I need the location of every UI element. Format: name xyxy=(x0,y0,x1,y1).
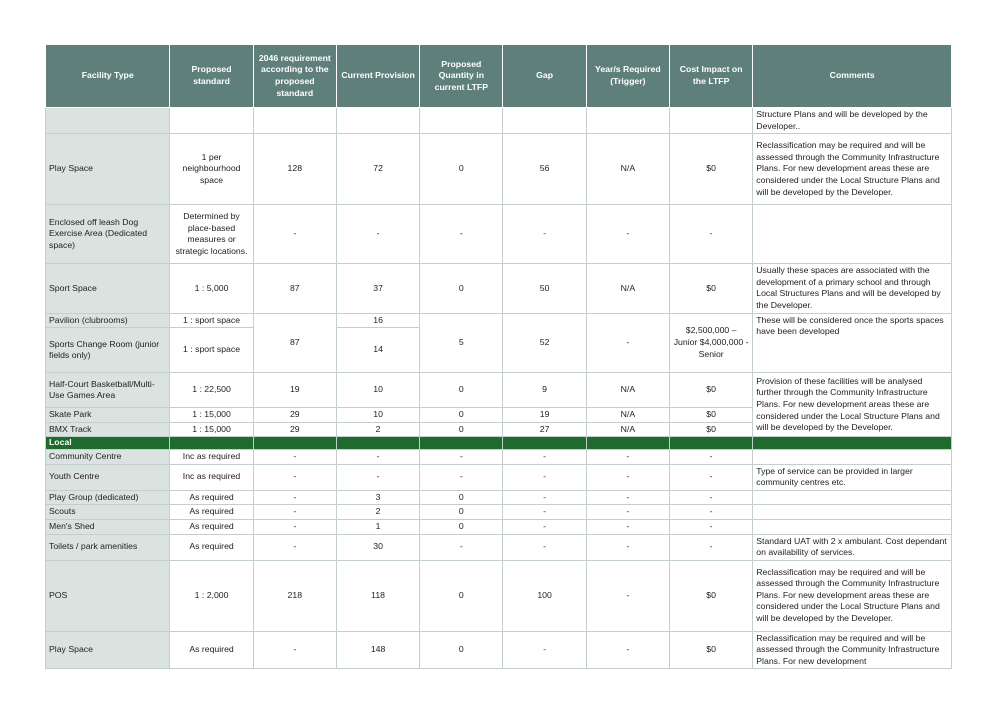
comment-cell: Reclassification may be required and will be assessed through the Community Infrastructure Plans. For new development areas these are considered under the Local Structure Plans and will be developed by the Developer. xyxy=(753,134,952,205)
table-row xyxy=(46,490,952,505)
years-cell: - xyxy=(586,505,669,520)
table-row xyxy=(46,519,952,534)
requirement-cell: 29 xyxy=(253,408,336,423)
current-cell: 3 xyxy=(336,490,419,505)
requirement-cell: - xyxy=(253,449,336,464)
gap-cell: - xyxy=(503,519,586,534)
requirement-cell: 87 xyxy=(253,264,336,313)
cost-cell: - xyxy=(670,505,753,520)
current-cell: - xyxy=(336,449,419,464)
cost-cell: $0 xyxy=(670,560,753,631)
gap-cell: - xyxy=(503,534,586,560)
comment-cell: These will be considered once the sports spaces have been developed xyxy=(753,313,952,373)
table-row xyxy=(46,108,952,134)
facility-cell: Enclosed off leash Dog Exercise Area (Dedicated space) xyxy=(46,205,170,264)
standard-cell: As required xyxy=(170,505,253,520)
proposed-cell: 0 xyxy=(420,264,503,313)
current-cell: - xyxy=(336,205,419,264)
table-row xyxy=(46,534,952,560)
facility-cell: Play Space xyxy=(46,134,170,205)
proposed-cell: 0 xyxy=(420,505,503,520)
cost-cell: - xyxy=(670,534,753,560)
standard-cell: 1 : 15,000 xyxy=(170,408,253,423)
table-row xyxy=(46,449,952,464)
proposed-cell: 0 xyxy=(420,373,503,408)
header-comments: Comments xyxy=(753,45,952,108)
current-cell: 37 xyxy=(336,264,419,313)
standard-cell: 1 : 5,000 xyxy=(170,264,253,313)
table-row xyxy=(46,134,952,205)
table-row xyxy=(46,505,952,520)
cost-cell: - xyxy=(670,519,753,534)
years-cell: - xyxy=(586,631,669,669)
gap-cell: - xyxy=(503,631,586,669)
facility-table xyxy=(45,44,952,669)
proposed-cell: 0 xyxy=(420,134,503,205)
requirement-cell: - xyxy=(253,464,336,490)
years-cell: N/A xyxy=(586,408,669,423)
gap-cell: 100 xyxy=(503,560,586,631)
cost-cell: - xyxy=(670,490,753,505)
proposed-cell: 0 xyxy=(420,519,503,534)
current-cell: 2 xyxy=(336,422,419,437)
standard-cell: 1 : 22,500 xyxy=(170,373,253,408)
standard-cell: As required xyxy=(170,519,253,534)
cost-cell: - xyxy=(670,464,753,490)
section-label: Local xyxy=(46,437,170,450)
table-row xyxy=(46,631,952,669)
years-cell: - xyxy=(586,560,669,631)
header-current-provision: Current Provision xyxy=(336,45,419,108)
years-cell: - xyxy=(586,205,669,264)
standard-cell: Inc as required xyxy=(170,464,253,490)
table-row xyxy=(46,464,952,490)
gap-cell: 52 xyxy=(503,313,586,373)
requirement-cell: - xyxy=(253,205,336,264)
facility-cell: Play Space xyxy=(46,631,170,669)
cost-cell: $0 xyxy=(670,631,753,669)
standard-cell: 1 : 2,000 xyxy=(170,560,253,631)
standard-cell: As required xyxy=(170,631,253,669)
header-years-required: Year/s Required (Trigger) xyxy=(586,45,669,108)
requirement-cell: 128 xyxy=(253,134,336,205)
facility-cell: Community Centre xyxy=(46,449,170,464)
years-cell: - xyxy=(586,464,669,490)
header-facility-type: Facility Type xyxy=(46,45,170,108)
facility-cell: POS xyxy=(46,560,170,631)
years-cell: N/A xyxy=(586,264,669,313)
facility-cell: Toilets / park amenities xyxy=(46,534,170,560)
current-cell: 1 xyxy=(336,519,419,534)
comment-cell: Type of service can be provided in larger community centres etc. xyxy=(753,464,952,490)
gap-cell: - xyxy=(503,464,586,490)
current-cell: 72 xyxy=(336,134,419,205)
requirement-cell: 87 xyxy=(253,313,336,373)
years-cell: - xyxy=(586,449,669,464)
cost-cell: $2,500,000 – Junior $4,000,000 - Senior xyxy=(670,313,753,373)
years-cell: N/A xyxy=(586,422,669,437)
proposed-cell: 0 xyxy=(420,422,503,437)
facility-cell: Youth Centre xyxy=(46,464,170,490)
proposed-cell: 0 xyxy=(420,490,503,505)
table-row xyxy=(46,560,952,631)
gap-cell: 56 xyxy=(503,134,586,205)
header-proposed-standard: Proposed standard xyxy=(170,45,253,108)
proposed-cell: 0 xyxy=(420,408,503,423)
current-cell: 10 xyxy=(336,408,419,423)
standard-cell: 1 per neighbourhood space xyxy=(170,134,253,205)
requirement-cell: - xyxy=(253,519,336,534)
header-cost-impact: Cost Impact on the LTFP xyxy=(670,45,753,108)
gap-cell: - xyxy=(503,205,586,264)
standard-cell: 1 : sport space xyxy=(170,328,253,373)
cost-cell: $0 xyxy=(670,134,753,205)
current-cell: 118 xyxy=(336,560,419,631)
comment-cell: Reclassification may be required and will be assessed through the Community Infrastructure Plans. For new development xyxy=(753,631,952,669)
standard-cell: 1 : 15,000 xyxy=(170,422,253,437)
header-gap: Gap xyxy=(503,45,586,108)
current-cell: 16 xyxy=(336,313,419,328)
gap-cell: 27 xyxy=(503,422,586,437)
gap-cell: - xyxy=(503,490,586,505)
section-row xyxy=(46,437,952,450)
comment-cell: Structure Plans and will be developed by the Developer.. xyxy=(753,108,952,134)
years-cell: N/A xyxy=(586,373,669,408)
current-cell: 10 xyxy=(336,373,419,408)
current-cell: 14 xyxy=(336,328,419,373)
cost-cell: - xyxy=(670,449,753,464)
requirement-cell: - xyxy=(253,505,336,520)
requirement-cell: 29 xyxy=(253,422,336,437)
facility-cell: Pavilion (clubrooms) xyxy=(46,313,170,328)
requirement-cell: 218 xyxy=(253,560,336,631)
header-2046-requirement: 2046 requirement according to the proposed standard xyxy=(253,45,336,108)
standard-cell: As required xyxy=(170,534,253,560)
years-cell: - xyxy=(586,313,669,373)
proposed-cell: - xyxy=(420,205,503,264)
facility-cell: Play Group (dedicated) xyxy=(46,490,170,505)
requirement-cell: - xyxy=(253,631,336,669)
proposed-cell: - xyxy=(420,534,503,560)
facility-cell: Sport Space xyxy=(46,264,170,313)
years-cell: - xyxy=(586,534,669,560)
comment-cell: Reclassification may be required and will be assessed through the Community Infrastructure Plans. For new development areas these are considered under the Local Structure Plans and will be developed by the Developer. xyxy=(753,560,952,631)
facility-cell: Skate Park xyxy=(46,408,170,423)
current-cell: - xyxy=(336,464,419,490)
comment-cell: Usually these spaces are associated with the development of a primary school and through Local Structures Plans and will be developed by the Developer. xyxy=(753,264,952,313)
gap-cell: - xyxy=(503,505,586,520)
facility-cell: Scouts xyxy=(46,505,170,520)
header-row xyxy=(46,45,952,108)
standard-cell: Inc as required xyxy=(170,449,253,464)
cost-cell: $0 xyxy=(670,264,753,313)
current-cell: 148 xyxy=(336,631,419,669)
proposed-cell: 0 xyxy=(420,631,503,669)
current-cell: 30 xyxy=(336,534,419,560)
cost-cell: $0 xyxy=(670,422,753,437)
proposed-cell: - xyxy=(420,464,503,490)
gap-cell: 19 xyxy=(503,408,586,423)
current-cell: 2 xyxy=(336,505,419,520)
header-proposed-quantity: Proposed Quantity in current LTFP xyxy=(420,45,503,108)
cost-cell: - xyxy=(670,205,753,264)
table-row xyxy=(46,264,952,313)
years-cell: - xyxy=(586,490,669,505)
comment-cell: Standard UAT with 2 x ambulant. Cost dependant on availability of services. xyxy=(753,534,952,560)
years-cell: - xyxy=(586,519,669,534)
facility-cell: Half-Court Basketball/Multi-Use Games Area xyxy=(46,373,170,408)
cost-cell: $0 xyxy=(670,408,753,423)
years-cell: N/A xyxy=(586,134,669,205)
facility-cell: BMX Track xyxy=(46,422,170,437)
requirement-cell: - xyxy=(253,534,336,560)
standard-cell: As required xyxy=(170,490,253,505)
gap-cell: 9 xyxy=(503,373,586,408)
standard-cell: 1 : sport space xyxy=(170,313,253,328)
gap-cell: - xyxy=(503,449,586,464)
standard-cell: Determined by place-based measures or strategic locations. xyxy=(170,205,253,264)
proposed-cell: 0 xyxy=(420,560,503,631)
facility-cell: Sports Change Room (junior fields only) xyxy=(46,328,170,373)
proposed-cell: - xyxy=(420,449,503,464)
table-row xyxy=(46,373,952,408)
requirement-cell: 19 xyxy=(253,373,336,408)
facility-cell: Men's Shed xyxy=(46,519,170,534)
cost-cell: $0 xyxy=(670,373,753,408)
table-row xyxy=(46,205,952,264)
comment-cell: Provision of these facilities will be analysed further through the Community Infrastructure Plans. For new development areas these are considered under the Local Structure Plans and will be developed by the Developer. xyxy=(753,373,952,437)
proposed-cell: 5 xyxy=(420,313,503,373)
requirement-cell: - xyxy=(253,490,336,505)
table-row xyxy=(46,313,952,328)
gap-cell: 50 xyxy=(503,264,586,313)
